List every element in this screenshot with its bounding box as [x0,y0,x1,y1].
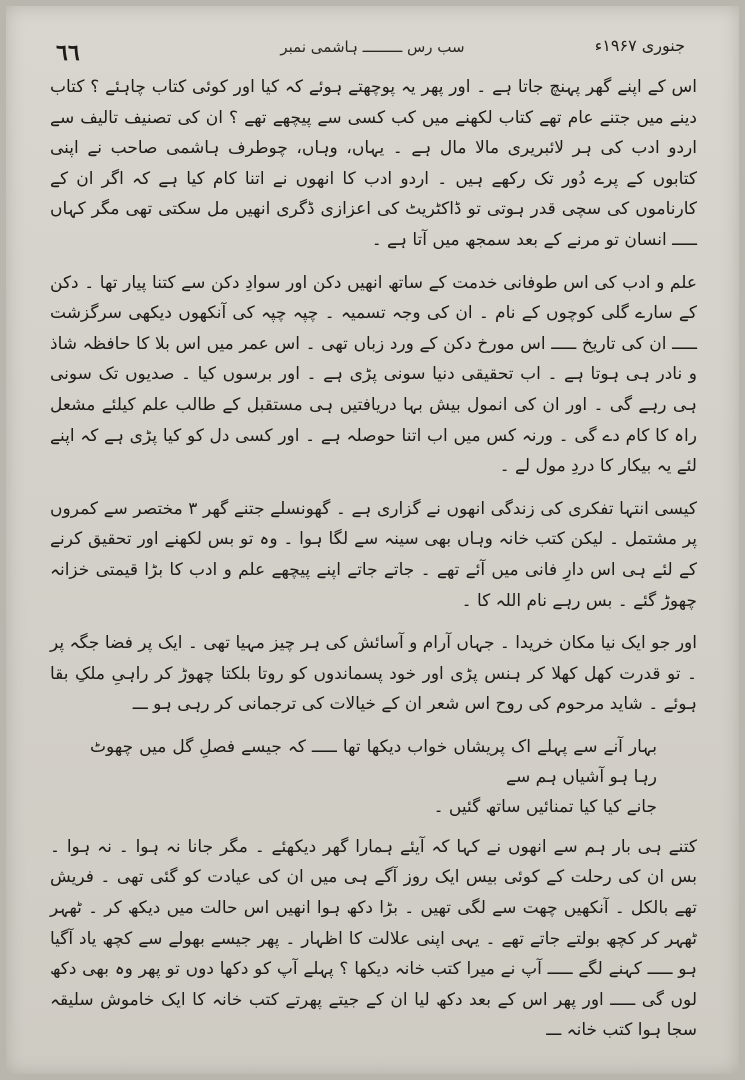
article-body [50,72,697,1041]
page-number: ٦٦ [56,40,80,66]
quoted-verse [90,732,657,822]
running-title: سب رس ـــــــــ ہاشمی نمبر [280,38,465,56]
closing-paragraph: کتنے ہی بار ہم سے انھوں نے کہا کہ آیئے ہمارا گھر دیکھئے ۔ مگر جانا نہ ہوا ۔ نہ ہوا ۔ بس ان کی رحلت کے کوئی بیس ایک روز آگے ہی میں ان کی عیادت کو گئی تھی ۔ فریش تھے بالکل ۔ آنکھیں چھت سے لگی تھیں ۔ بڑا دکھ ہوا انھیں اس حالت میں دیکھ کر ۔ ٹھہر ٹھہر کر کچھ بولتے جاتے تھے ۔ یہی اپنی علالت کا اظہار ۔ پھر جیسے بھولے سے کچھ یاد آگیا ہو ـــــ کہنے لگے ـــــ آپ نے میرا کتب خانہ دیکھا ؟ پہلے آپ کو دکھا دوں تو پھر وہ بھی دکھ لوں گی ـــــ اور پھر اس کے بعد دکھ لیا ان کے جیتے پھرتے کتب خانہ کا ایک خاموش سلیقہ سجا ہوا کتب خانہ ـــ [50,836,697,1041]
verse-line: بہار آنے سے پہلے اک پریشاں خواب دیکھا تھا ـــــ کہ جیسے فصلِ گل میں چھوٹ رہا ہو آشیاں ہم سے [90,736,657,787]
issue-date: جنوری ۱۹۶۷ء [594,36,685,55]
paragraph: اس کے اپنے گھر پہنچ جاتا ہے ۔ اور پھر یہ پوچھتے ہوئے کہ کیا اور کوئی کتاب چاہئے ؟ کتاب دینے میں جتنے عام تھے کتاب لکھنے میں کب کسی سے پیچھے تھے ؟ ان کی تصنیف تالیف سے اردو ادب کی ہر لائبریری مالا مال ہے ۔ یہاں، وہاں، چوطرف ہاشمی صاحب نے اپنی کتابوں کے پرے دُور تک رکھے ہیں ۔ اردو ادب کا انھوں نے اتنا کام کیا ہے کہ اگر ان کے کارناموں کی سچی قدر ہوتی تو ڈاکٹریٹ کی اعزازی ڈگری انھیں مل سکتی تھی مگر کہاں ـــــ انسان تو مرنے کے بعد سمجھ میں آتا ہے ۔ [50,77,697,250]
page-header [46,32,699,72]
paragraph: علم و ادب کی اس طوفانی خدمت کے ساتھ انھیں دکن اور سوادِ دکن سے کتنا پیار تھا ۔ دکن کے سارے گلی کوچوں کے نام ۔ ان کی وجہ تسمیہ ۔ چپہ چپہ کی آنکھوں دیکھی سرگزشت ـــــ ان کی تاریخ ـــــ اس مورخ دکن کے ورد زباں تھی ۔ اس عمر میں اس بلا کا حافظہ شاذ و نادر ہی ہوتا ہے ۔ اب تحقیقی دنیا سونی پڑی ہے ۔ اور برسوں کیا ۔ صدیوں تک سونی ہی رہے گی ۔ اور ان کی انمول بیش بہا دریافتیں ہی مستقبل کے طالب علم کیلئے مشعل راہ کا کام دے گی ۔ ورنہ کس میں اب اتنا حوصلہ ہے ۔ اور کسی دل کو کیا پڑی ہے کہ اپنے لئے یہ بیکار کا دردِ مول لے ۔ [50,272,697,477]
verse-line: جانے کیا کیا تمنائیں ساتھ گئیں ۔ [433,796,657,817]
scanned-page [6,6,739,1074]
paragraph: اور جو ایک نیا مکان خریدا ۔ جہاں آرام و آسائش کی ہر چیز مہیا تھی ۔ ایک پر فضا جگہ پر ۔ تو قدرت کھل کھلا کر ہنس پڑی اور خود پسماندوں کو روتا بلکتا چھوڑ کر راہیِ ملکِ بقا ہوئے ۔ شاید مرحوم کی روح اس شعر ان کے خیالات کی ترجمانی کر رہی ہو ـــ [50,633,697,715]
paragraph: کیسی انتہا تفکری کی زندگی انھوں نے گزاری ہے ۔ گھونسلے جتنے گھر ۳ مختصر سے کمروں پر مشتمل ۔ لیکن کتب خانہ وہاں بھی سینہ سے لگا ہوا ۔ وہ تو بس لکھنے اور تحقیق کرنے کے لئے ہی اس دارِ فانی میں آئے تھے ۔ جاتے جاتے اپنے پیچھے علم و ادب کا بڑا قیمتی خزانہ چھوڑ گئے ۔ بس رہے نام اللہ کا ۔ [50,498,697,611]
